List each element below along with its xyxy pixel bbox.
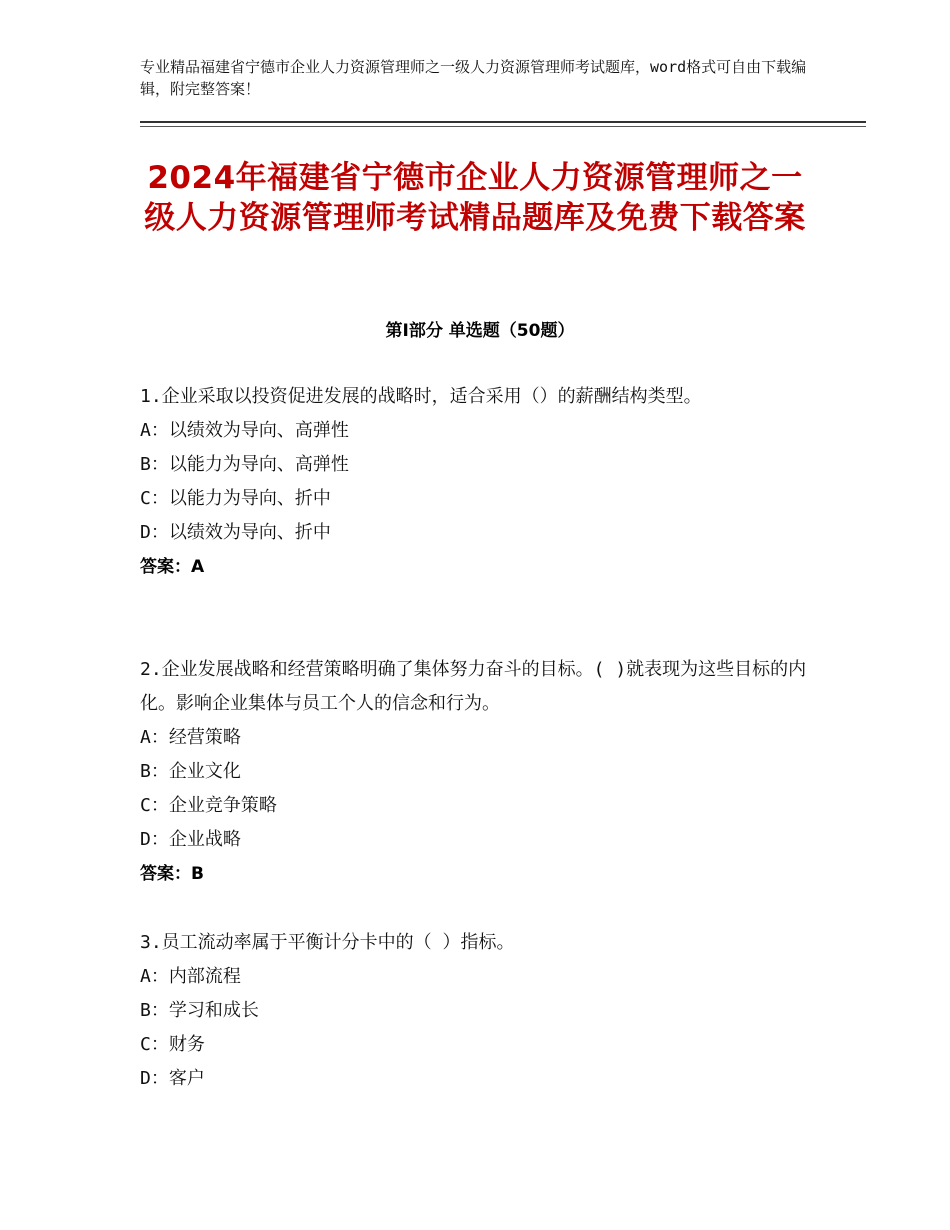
header-note: 专业精品福建省宁德市企业人力资源管理师之一级人力资源管理师考试题库，word格式可自由下载编辑，附完整答案！: [140, 58, 807, 98]
header-divider-thin: [140, 126, 866, 127]
option-a: A：以绩效为导向、高弹性: [140, 420, 349, 441]
option-a: A：内部流程: [140, 966, 241, 987]
section-title: 第Ⅰ部分 单选题（50题）: [385, 321, 575, 341]
header-divider-thick: [140, 121, 866, 123]
answer: 答案：A: [140, 557, 205, 577]
question-text: 2.企业发展战略和经营策略明确了集体努力奋斗的目标。( )就表现为这些目标的内化。影响企业集体与员工个人的信念和行为。: [140, 659, 807, 714]
answer: 答案：B: [140, 864, 204, 884]
option-c: C：以能力为导向、折中: [140, 488, 331, 509]
question-1: [140, 380, 820, 584]
option-c: C：企业竞争策略: [140, 795, 277, 816]
option-c: C：财务: [140, 1034, 205, 1055]
question-text: 1.企业采取以投资促进发展的战略时，适合采用（）的薪酬结构类型。: [140, 386, 702, 407]
option-d: D：以绩效为导向、折中: [140, 522, 331, 543]
option-d: D：企业战略: [140, 829, 241, 850]
question-3: [140, 926, 820, 1096]
option-b: B：以能力为导向、高弹性: [140, 454, 349, 475]
question-text: 3.员工流动率属于平衡计分卡中的（ ）指标。: [140, 932, 515, 953]
option-b: B：企业文化: [140, 761, 241, 782]
document-title: 2024年福建省宁德市企业人力资源管理师之一级人力资源管理师考试精品题库及免费下载答案: [144, 160, 806, 236]
option-d: D：客户: [140, 1068, 205, 1089]
option-a: A：经营策略: [140, 727, 241, 748]
option-b: B：学习和成长: [140, 1000, 259, 1021]
question-2: [140, 653, 820, 891]
